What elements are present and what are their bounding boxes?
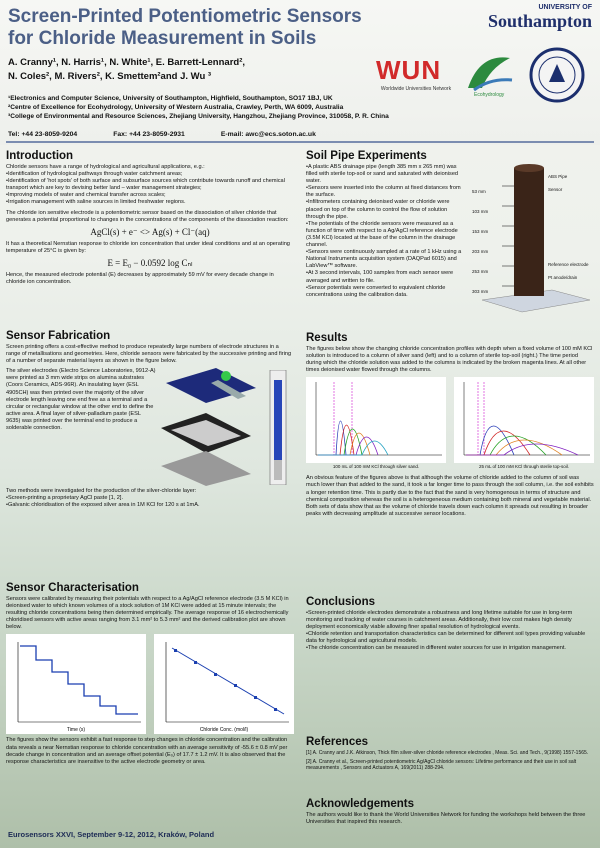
results-section: [306, 332, 594, 518]
affiliation-2: ²Centre of Excellence for Ecohydrology, University of Western Australia, Crawley, Perth, WA 6009, Australia: [8, 104, 344, 111]
email: E-mail: awc@ecs.soton.ac.uk: [220, 131, 316, 138]
characterisation-paragraph-1: Sensors were calibrated by measuring their potentials with respect to a Ag/AgCl reference electrode (3.5 M KCl) in deionised water to which known volumes of a stock solution of 1M KCl were added at 15 minute intervals; the resulting chloride concentrations being then determined empirically. The average response of 16 electrochemically chloridised sensors with active areas ranging from 3.1 mm² to 5.3 mm² and the derived calibration plot are shown below.: [6, 596, 289, 631]
list-item: • Sensor potentials were converted to equivalent chloride concentrations using the calibration data.: [306, 285, 466, 299]
calibration-point: [274, 708, 277, 711]
list-item: • Identification of hydrological pathways through water catchment areas;: [6, 171, 294, 178]
list-item: • The chloride concentration can be measured in different water sources for use in irrigation management.: [306, 645, 594, 652]
results-paragraph-2: An obvious feature of the figures above is that although the volume of chloride added to the column of soil was much lower than that added to the sand, it took a far longer time to pass through the soil column, i.e. the soil exhibits a longer retention time. This is partly due to the fact that the sand is very homogenous in terms of structure and chemical composition whereas the soil is a heterogeneous medium containing both mineral and vegetable material. Both sets of data show that as the volume of chloride travels down each column it spreads out resulting in broader peaks with decreasing amplitude at successive sensor locations.: [306, 475, 594, 517]
zhejiang-university-seal: [527, 46, 587, 104]
list-item: • Improving models of water and chemical transfer across scales;: [6, 192, 294, 199]
calibration-point: [174, 649, 177, 652]
depth-label: 253 mm: [472, 269, 489, 274]
calibration-point: [234, 684, 237, 687]
ecohydrology-logo: [460, 48, 520, 98]
fabrication-paragraph-3: Two methods were investigated for the production of the silver-chloride layer:: [6, 488, 197, 495]
soil-pipe-bullet-list: [306, 164, 466, 299]
characterisation-heading: Sensor Characterisation: [6, 582, 139, 594]
fabrication-paragraph-2: The silver electrodes (Electro Science Laboratories, 9912-A) were printed as 3 mm wide strips on alumina substrates (Coors Ceramics, ADS-96R). An insulating layer (ESL 4905CH) was then printed over the majority of the silver electrode length leaving one end free as a terminal and a circular or rectangular window at the other end to define the active area. A final layer of silver-palladium paste (ESL 9635) was printed over the terminal end to produce a solderable connection.: [6, 368, 156, 432]
finished-electrode: [161, 451, 251, 486]
dissociation-equation: AgCl(s) + e⁻ <> Ag(s) + Cl⁻(aq): [90, 226, 210, 237]
southampton-logo: [484, 4, 592, 32]
conclusions-section: [306, 596, 594, 653]
uni-logo-big-text: Southampton: [487, 11, 592, 31]
calibration-point: [194, 661, 197, 664]
fax: Fax: +44 23-8059-2931: [113, 131, 185, 138]
acknowledgements-section: [306, 798, 594, 826]
intro-paragraph-2: The chloride ion sensitive electrode is a potentiometric sensor based on the dissociation of silver chloride that generates a potential proportional to changes in the concentrations of the components of the dissociation reaction:: [6, 209, 289, 223]
list-item: • Galvanic chloridisation of the exposed silver area in 1M KCl for 120 s at 1mA.: [6, 502, 294, 509]
wun-logo-subtext: Worldwide Universities Network: [380, 86, 452, 92]
alumina-substrate: [166, 368, 256, 403]
acknowledgements-text: The authors would like to thank the World Universities Network for funding the workshops held between the three Universities that inspired this research.: [306, 812, 586, 826]
authors-line-1: A. Cranny¹, N. Harris¹, N. White¹, E. Barrett-Lennard²,: [8, 57, 245, 68]
calibration-x-label: Chloride Conc. (mol/l): [199, 727, 249, 734]
conclusions-bullet-list: [306, 610, 594, 653]
fabrication-figure-row: [6, 368, 294, 488]
list-item: • Irrigation management with saline sources in limited freshwater regions.: [6, 199, 294, 206]
calibration-point: [214, 673, 217, 676]
intro-paragraph-4: Hence, the measured electrode potential (E) decreases by approximately 59 mV for every decade change in chloride ion concentration.: [6, 271, 274, 286]
response-time-plot: [6, 634, 146, 734]
affiliation-1: ¹Electronics and Computer Science, University of Southampton, Highfield, Southampton, SO17 1BJ, UK: [8, 95, 333, 102]
list-item: • Sensors were continuously sampled at a rate of 1 kHz using a National Instruments acquisition system (DAQPad 6015) and LabView™ software.: [306, 249, 466, 270]
sensor-strip-photo: [268, 370, 288, 485]
sand-trace: [318, 429, 362, 455]
results-heading: Results: [306, 332, 348, 344]
depth-label: 53 mm: [472, 189, 486, 194]
reference-1: [1] A. Cranny and J.K. Atkinson, Thick film silver-silver chloride reference electrodes , Meas. Sci. and Tech., 9(1998) 1557-1565.: [306, 750, 589, 756]
fabrication-section: [6, 330, 294, 510]
list-item: • Chloride retention and transportation characteristics can be determined for different soil types providing valuable data for hydrological and agricultural models.: [306, 631, 594, 645]
list-item: • Sensors were inserted into the column at fixed distances from the surface.: [306, 185, 466, 199]
fabrication-heading: Sensor Fabrication: [6, 330, 111, 342]
list-item: • The potentials of the chloride sensors were measured as a function of time with respect to a Ag/AgCl reference electrode (3.5M KCl) located at the base of the column in the drainage channel.: [306, 221, 466, 249]
conference-footer: Eurosensors XXVI, September 9-12, 2012, Kraków, Poland: [8, 830, 215, 839]
soil-pipe-diagram: [472, 160, 592, 320]
list-item: • Infiltrometers containing deionised water or chloride were placed on top of the column to control the flow of solution through the pipe.: [306, 199, 466, 220]
characterisation-section: [6, 582, 294, 766]
response-x-label: Time (s): [66, 727, 86, 734]
calibration-point: [254, 696, 257, 699]
soil-plot-caption: 25 mL of 100 mM KCl through sterile top-soil.: [478, 464, 570, 470]
fabrication-bullet-list: [6, 495, 294, 509]
soil-pipe-heading: Soil Pipe Experiments: [306, 150, 427, 162]
depth-labels: [472, 182, 502, 302]
results-figures: [306, 377, 594, 472]
wun-logo-text: WUN: [376, 55, 442, 85]
nernst-equation: E = E₀ − 0.0592 log Cₙₗ: [107, 257, 193, 268]
introduction-heading: Introduction: [6, 150, 74, 162]
wun-logo: [376, 55, 456, 93]
depth-label: 153 mm: [472, 229, 489, 234]
pipe-label: ABS Pipe: [548, 174, 568, 179]
electrode-layers-diagram: [156, 368, 264, 486]
eco-logo-text: Ecohydrology: [474, 92, 505, 98]
pipe-label: Reference electrode: [548, 262, 589, 267]
soil-pipe-section: [306, 150, 594, 330]
calibration-fit-line: [172, 648, 284, 714]
intro-bullet-list: [6, 171, 294, 206]
references-section: [306, 736, 594, 772]
author-list: [8, 56, 368, 84]
intro-paragraph-1: Chloride sensors have a range of hydrological and agricultural applications, e.g.:: [6, 164, 205, 170]
results-paragraph-1: The figures below show the changing chloride concentration profiles with depth when a fixed volume of 100 mM KCl solution is introduced to a column of silver sand (left) and to a column of sterile top-soil (right.) The time period during which the chloride solution was added to the columns is indicated by the broken magenta lines. At all other times deionised water flowed through the columns.: [306, 346, 593, 374]
poster-header: [0, 0, 600, 145]
pipe-label: Sensor: [548, 187, 563, 192]
response-trace: [20, 646, 138, 714]
characterisation-paragraph-2: The figures show the sensors exhibit a fast response to step changes in chloride concentration and the calibration data reveals a near Nernstian response to chloride concentration with an average sensitivity of -55.6 ± 0.8 mV per decade change in concentration and an average offset potential (E₀) of 17.7 ± 1.2 mV. It is also observed that the response characteristics are insensitive to the active electrode geometry or area.: [6, 737, 288, 765]
contact-details: [8, 131, 593, 138]
list-item: • Screen-printed chloride electrodes demonstrate a robustness and long lifetime suitable for use in long-term monitoring and tracking of water courses in catchment areas. Additionally, their low cost makes high density deployment economically viable allowing finer spatial resolution of hydrological events.: [306, 610, 594, 631]
affiliation-3: ³College of Environmental and Resource Sciences, Zhejiang University, Hangzhou, Zhejiang Province, 310058, P. R. China: [8, 113, 389, 120]
list-item: • Identification of 'hot spots' of both surface and subsurface sources which contribute towards runoff and chemical transport which are key to devising better land – water management strategies;: [6, 178, 294, 192]
introduction-section: [6, 150, 294, 286]
list-item: • A plastic ABS drainage pipe (length 385 mm x 265 mm) was filled with sterile top-soil or sand and saturated with deionised water.: [306, 164, 466, 185]
telephone: Tel: +44 23-8059-9204: [8, 131, 78, 138]
sand-plot-caption: 100 mL of 100 mM KCl through silver sand.: [332, 464, 420, 470]
depth-label: 303 mm: [472, 289, 489, 294]
list-item: • Screen-printing a proprietary AgCl paste [1, 2].: [6, 495, 294, 502]
depth-label: 103 mm: [472, 209, 489, 214]
conclusions-heading: Conclusions: [306, 596, 376, 608]
affiliations: [8, 94, 593, 121]
poster-title: Screen-Printed Potentiometric Sensors for Chloride Measurement in Soils: [8, 6, 362, 49]
references-heading: References: [306, 736, 369, 748]
uni-logo-small-text: UNIVERSITY OF: [538, 4, 592, 11]
header-divider: [6, 141, 594, 143]
acknowledgements-heading: Acknowledgements: [306, 798, 414, 810]
authors-line-2: N. Coles², M. Rivers², K. Smettem²and J. Wu ³: [8, 71, 212, 82]
soil-concentration-plot: [454, 377, 594, 463]
intro-paragraph-3: It has a theoretical Nernstian response to chloride ion concentration that under ideal conditions and at an operating temperature of 25°C is given by:: [6, 240, 290, 254]
pipe-labels: [548, 174, 590, 280]
soil-trace: [466, 444, 578, 455]
calibration-plot: [154, 634, 294, 734]
sensor-active-area-icon: [221, 371, 231, 381]
sand-concentration-plot: [306, 377, 446, 463]
reference-2: [2] A. Cranny et al., Screen-printed potentiometric Ag/AgCl chloride sensors: Lifetime performance and their use in soil salt measurements , Sensors and Actuators A, 169(2011) 288-294.: [306, 758, 577, 771]
pipe-label: Pt anode/drain: [548, 275, 578, 280]
depth-label: 203 mm: [472, 249, 489, 254]
characterisation-figures: [6, 634, 294, 734]
fabrication-paragraph-1: Screen printing offers a cost-effective method to produce repeatedly large numbers of electrode structures in a range of metallisations and geometries. Here, chloride sensors were fabricated by the successive printing and firing of a number of separate material layers as shown in the figure below.: [6, 344, 292, 365]
list-item: • At 3 second intervals, 100 samples from each sensor were averaged and written to file.: [306, 270, 466, 284]
